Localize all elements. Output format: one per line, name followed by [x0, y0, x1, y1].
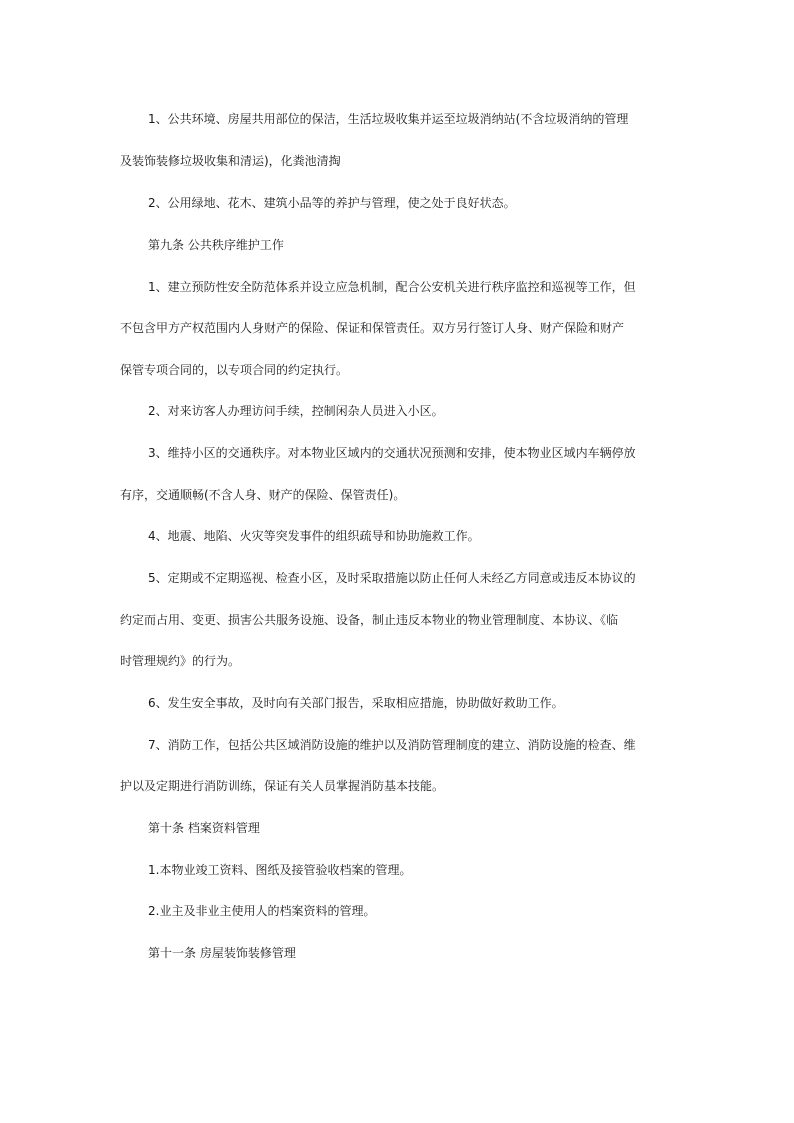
paragraph-line: 1、公共环境、房屋共用部位的保洁，生活垃圾收集并运至垃圾消纳站(不含垃圾消纳的管理	[148, 112, 629, 126]
paragraph-line: 时管理规约》的行为。	[120, 654, 241, 668]
paragraph-line: 1.本物业竣工资料、图纸及接管验收档案的管理。	[148, 863, 412, 877]
section-heading: 第十一条 房屋装饰装修管理	[148, 946, 296, 960]
paragraph-line: 2.业主及非业主使用人的档案资料的管理。	[148, 904, 376, 918]
paragraph-line: 护以及定期进行消防训练，保证有关人员掌握消防基本技能。	[120, 779, 445, 793]
paragraph-line: 不包含甲方产权范围内人身财产的保险、保证和保管责任。双方另行签订人身、财产保险和财产	[120, 321, 625, 335]
paragraph-line: 保管专项合同的，以专项合同的约定执行。	[120, 363, 349, 377]
paragraph-line: 5、定期或不定期巡视、检查小区，及时采取措施以防止任何人未经乙方同意或违反本协议的	[148, 571, 636, 585]
paragraph-line: 2、对来访客人办理访问手续，控制闲杂人员进入小区。	[148, 404, 444, 418]
paragraph-line: 2、公用绿地、花木、建筑小品等的养护与管理，使之处于良好状态。	[148, 196, 516, 210]
paragraph-line: 有序，交通顺畅(不含人身、财产的保险、保管责任)。	[120, 488, 406, 502]
paragraph-line: 约定而占用、变更、损害公共服务设施、设备，制止违反本物业的物业管理制度、本协议、《临	[120, 613, 619, 627]
section-heading: 第十条 档案资料管理	[148, 821, 260, 835]
paragraph-line: 4、地震、地陷、火灾等突发事件的组织疏导和协助施救工作。	[148, 529, 480, 543]
paragraph-line: 及装饰装修垃圾收集和清运)，化粪池清掏	[120, 154, 341, 168]
paragraph-line: 3、维持小区的交通秩序。对本物业区域内的交通状况预测和安排，使本物业区域内车辆停放	[148, 446, 636, 460]
paragraph-line: 1、建立预防性安全防范体系并设立应急机制，配合公安机关进行秩序监控和巡视等工作，但	[148, 280, 636, 294]
paragraph-line: 7、消防工作，包括公共区域消防设施的维护以及消防管理制度的建立、消防设施的检查、维	[148, 738, 636, 752]
section-heading: 第九条 公共秩序维护工作	[148, 238, 284, 252]
paragraph-line: 6、发生安全事故，及时向有关部门报告，采取相应措施，协助做好救助工作。	[148, 696, 564, 710]
